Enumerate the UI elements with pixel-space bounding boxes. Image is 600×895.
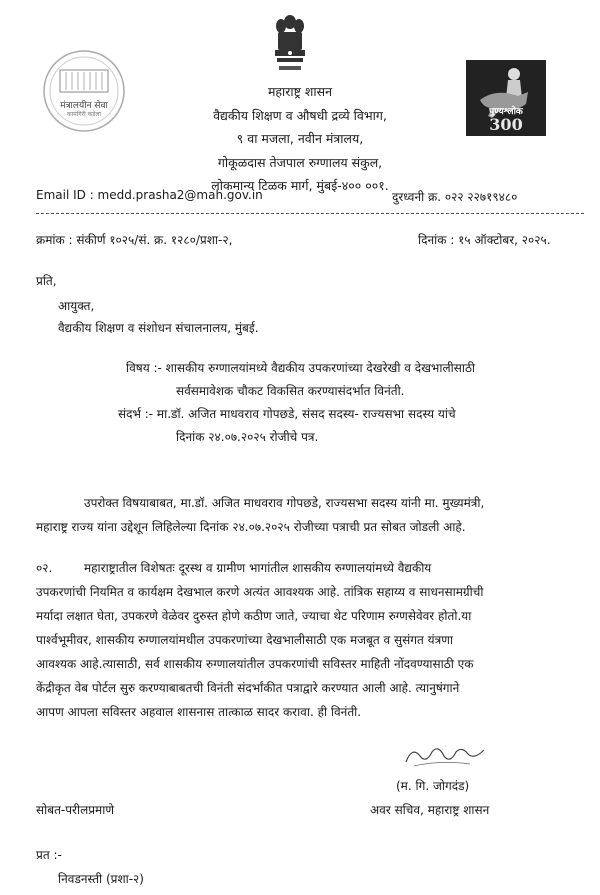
reference-line: दिनांक २४.०७.२०२५ रोजीचे पत्र. — [176, 430, 319, 444]
punyashlok-300-logo — [466, 60, 546, 136]
mantralay-seva-logo — [40, 48, 128, 134]
header-divider — [36, 213, 584, 214]
phone-number: दुरध्वनी क्र. ०२२ २२७१९४८० — [392, 190, 518, 204]
header-line: ९ वा मजला, नवीन मंत्रालय, — [236, 131, 364, 146]
reference-line: संदर्भ :- मा.डॉ. अजित माधवराव गोपछडे, संसद सदस्य- राज्यसभा सदस्य यांचे — [118, 407, 456, 421]
subject-line: विषय :- शासकीय रुग्णालयांमध्ये वैद्यकीय उपकरणांच्या देखरेखी व देखभालीसाठी — [126, 361, 476, 375]
copy-label: प्रत :- — [36, 848, 62, 862]
signature-scribble — [400, 740, 490, 770]
left-logo-subtext: कामगिरी कडेला — [66, 111, 102, 118]
paragraph-2-line: महाराष्ट्रातील विशेषतः दूरस्थ व ग्रामीण भागांतील शासकीय रुग्णालयांमध्ये वैद्यकीय — [84, 561, 432, 575]
paragraph-1-line: महाराष्ट्र राज्य यांना उद्देशून लिहिलेल्या दिनांक २४.०७.२०२५ रोजीच्या पत्राची प्रत सोबत जोडली आहे. — [36, 520, 466, 534]
paragraph-2-line: आपण आपला सविस्तर अहवाल शासनास तात्काळ सादर करावा. ही विनंती. — [36, 705, 362, 719]
enclosure-note: सोबत-परीलप्रमाणे — [36, 803, 114, 817]
letter-date: दिनांक : १५ ऑक्टोबर, २०२५. — [418, 233, 551, 247]
left-logo-text: मंत्रालयीन सेवा — [60, 101, 108, 111]
state-emblem-icon — [270, 12, 310, 74]
department-address — [150, 80, 450, 198]
header-line: महाराष्ट्र शासन — [267, 84, 333, 99]
subject-line: सर्वसमावेशक चौकट विकसित करण्यासंदर्भात विनंती. — [176, 384, 405, 398]
email-id: Email ID : medd.prasha2@mah.gov.in — [36, 188, 263, 202]
mantralay-building-icon — [40, 48, 128, 134]
header-line: वैद्यकीय शिक्षण व औषधी द्रव्ये विभाग, — [213, 107, 387, 123]
signatory-designation: अवर सचिव, महाराष्ट्र शासन — [370, 803, 490, 817]
copy-recipient: निवडनस्ती (प्रशा-२) — [58, 872, 144, 886]
paragraph-2-line: केंद्रीकृत वेब पोर्टल सुरु करण्याबाबतची विनंती संदर्भांकीत पत्राद्वारे करण्यात आली आहे. त्यानुषंगाने — [36, 681, 460, 695]
paragraph-1-line: उपरोक्त विषयाबाबत, मा.डॉ. अजित माधवराव गोपछडे, राज्यसभा सदस्य यांनी मा. मुख्यमंत्री, — [84, 496, 485, 510]
paragraph-2-line: मर्यादा लक्षात घेता, उपकरणे वेळेवर दुरुस्त होणे कठीण जाते, ज्याचा थेट परिणाम रुग्णसेवेवर होतो.या — [36, 609, 472, 623]
signatory-name: (म. गि. जोगदंड) — [396, 779, 470, 793]
right-logo-number: 300 — [489, 115, 523, 134]
header-line: लोकमान्य टिळक मार्ग, मुंबई-४०० ००१. — [211, 178, 389, 193]
recipient-office: वैद्यकीय शिक्षण व संशोधन संचालनालय, मुंबई. — [58, 321, 259, 335]
right-logo-text: पुण्यश्लोक — [489, 107, 523, 117]
recipient-title: आयुक्त, — [58, 299, 95, 313]
paragraph-2-line: उपकरणांची नियमित व कार्यक्षम देखभाल करणे अत्यंत आवश्यक आहे. तांत्रिक सहाय्य व साधनसामग्रीची — [36, 585, 484, 599]
paragraph-2-line: आवश्यक आहे.त्यासाठी, सर्व शासकीय रुग्णालयांतील उपकरणांची सविस्तर माहिती नोंदवण्यासाठी एक — [36, 657, 474, 671]
paragraph-2-line: पार्श्वभूमीवर, शासकीय रुग्णालयांमधील उपकरणांच्या देखभालीसाठी एक मजबूत व सुसंगत यंत्रणा — [36, 633, 454, 647]
reference-number: क्रमांक : संकीर्ण १०२५/सं. क्र. १२८०/प्रशा-२, — [36, 233, 233, 247]
paragraph-2-number: ०२. — [36, 561, 53, 575]
prati-label: प्रति, — [36, 274, 57, 288]
header-line: गोकूळदास तेजपाल रुग्णालय संकुल, — [217, 154, 383, 170]
